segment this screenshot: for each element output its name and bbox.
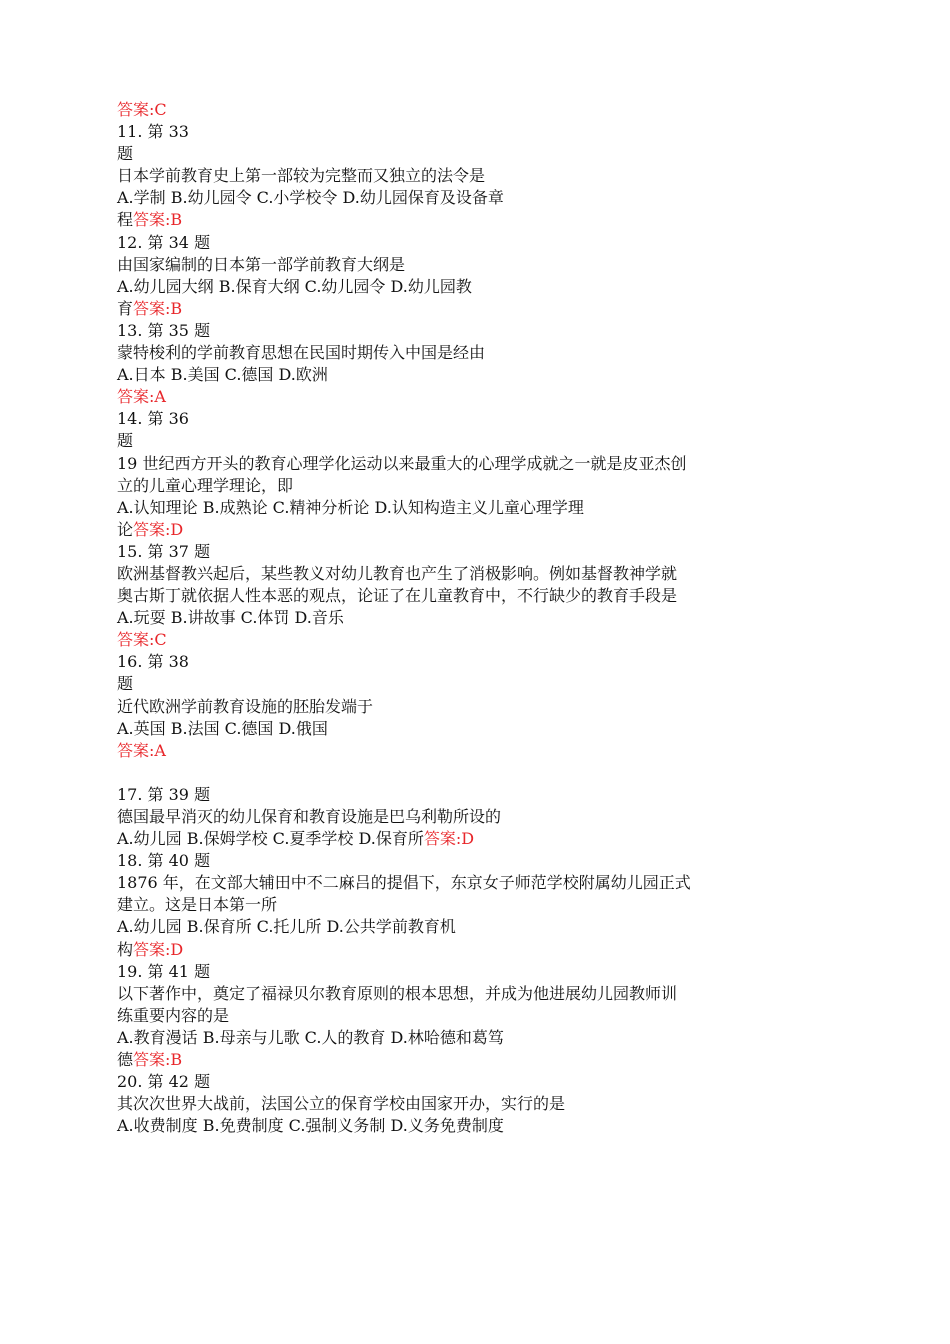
answer-label: 答案:D [133,519,184,539]
answer-label: 答案:B [133,210,183,230]
text-line [117,364,837,386]
line-text: 立的儿童心理学理论，即 [117,475,294,495]
text-line [117,475,837,497]
text-line [117,784,837,806]
line-text: A.认知理论 B.成熟论 C.精神分析论 D.认知构造主义儿童心理学理 [117,497,584,517]
line-text: 12. 第 34 题 [117,232,211,252]
text-line [117,541,837,563]
text-line [117,430,837,452]
line-text: A.日本 B.美国 C.德国 D.欧洲 [117,365,328,385]
text-line [117,939,837,961]
answer-label: 答案:D [423,829,475,849]
text-line [117,453,837,475]
line-text: 欧洲基督教兴起后，某些教义对幼儿教育也产生了消极影响。例如基督教神学就 [117,563,678,583]
line-text: 19. 第 41 题 [117,961,211,981]
text-line [117,850,837,872]
text-line [117,143,837,165]
line-text: 题 [117,431,134,451]
line-text: 构 [117,939,134,959]
text-line [117,563,837,585]
line-text: A.幼儿园 B.保育所 C.托儿所 D.公共学前教育机 [117,917,456,937]
text-line [117,872,837,894]
line-text: 16. 第 38 [117,652,189,672]
answer-label: 答案:B [133,1050,183,1070]
text-line [117,894,837,916]
line-text: 德 [117,1050,134,1070]
line-text: 14. 第 36 [117,409,189,429]
line-text: 13. 第 35 题 [117,320,211,340]
text-line [117,1115,837,1137]
line-text: 蒙特梭利的学前教育思想在民国时期传入中国是经由 [117,343,486,363]
text-line [117,519,837,541]
text-line [117,1093,837,1115]
text-line [117,629,837,651]
line-text: 建立。这是日本第一所 [117,895,278,915]
text-line [117,1071,837,1093]
line-text: 练重要内容的是 [117,1005,230,1025]
text-line [117,254,837,276]
text-line [117,497,837,519]
answer-label: 答案:D [133,939,184,959]
line-text: A.收费制度 B.免费制度 C.强制义务制 D.义务免费制度 [117,1116,504,1136]
line-text: A.英国 B.法国 C.德国 D.俄国 [117,718,328,738]
answer-label: 答案:A [117,740,166,760]
answer-label: 答案:B [133,298,183,318]
text-line [117,607,837,629]
document-page [117,99,837,1137]
line-text: 日本学前教育史上第一部较为完整而又独立的法令是 [117,166,486,186]
text-line [117,828,837,850]
line-text: 近代欧洲学前教育设施的胚胎发端于 [117,696,374,716]
answer-label: 答案:C [117,100,167,119]
text-line [117,806,837,828]
line-text: A.教育漫话 B.母亲与儿歌 C.人的教育 D.林哈德和葛笃 [117,1027,504,1047]
text-line [117,209,837,231]
line-text: 题 [117,144,134,164]
line-text: 11. 第 33 [117,122,189,142]
text-line [117,232,837,254]
line-text: 奥古斯丁就依据人性本恶的观点，论证了在儿童教育中，不行缺少的教育手段是 [117,586,678,606]
answer-label: 答案:A [117,387,166,407]
text-line [117,408,837,430]
text-line [117,121,837,143]
text-line [117,1027,837,1049]
text-line [117,386,837,408]
line-text: A.学制 B.幼儿园令 C.小学校令 D.幼儿园保育及设备章 [117,188,504,208]
line-text: A.幼儿园 B.保姆学校 C.夏季学校 D.保育所 [117,829,424,849]
line-text: 其次次世界大战前，法国公立的保育学校由国家开办，实行的是 [117,1094,566,1114]
text-line [117,585,837,607]
line-text: 德国最早消灭的幼儿保育和教育设施是巴乌利勒所设的 [117,807,502,826]
text-line [117,673,837,695]
text-line [117,187,837,209]
line-text: 程 [117,210,134,230]
text-line [117,983,837,1005]
text-line [117,320,837,342]
line-text: 1876 年，在文部大辅田中不二麻吕的提倡下，东京女子师范学校附属幼儿园正式 [117,873,691,893]
line-text: 以下著作中，奠定了福禄贝尔教育原则的根本思想，并成为他进展幼儿园教师训 [117,983,678,1003]
line-text: A.玩耍 B.讲故事 C.体罚 D.音乐 [117,608,344,628]
blank-line [117,762,837,784]
text-line [117,1049,837,1071]
answer-label: 答案:C [117,630,167,650]
line-text: 育 [117,298,134,318]
text-line [117,651,837,673]
line-text: 15. 第 37 题 [117,541,211,561]
text-line [117,276,837,298]
text-line [117,696,837,718]
line-text: 20. 第 42 题 [117,1072,211,1092]
text-line [117,165,837,187]
text-line [117,342,837,364]
text-line [117,961,837,983]
text-line [117,99,837,121]
text-line [117,740,837,762]
line-text: 18. 第 40 题 [117,851,211,871]
text-line [117,718,837,740]
text-line [117,298,837,320]
line-text: A.幼儿园大纲 B.保育大纲 C.幼儿园令 D.幼儿园教 [117,276,472,296]
line-text: 由国家编制的日本第一部学前教育大纲是 [117,254,406,274]
line-text: 19 世纪西方开头的教育心理学化运动以来最重大的心理学成就之一就是皮亚杰创 [117,453,687,473]
line-text: 论 [117,519,134,539]
line-text: 题 [117,674,134,694]
line-text: 17. 第 39 题 [117,784,211,804]
text-line [117,1005,837,1027]
text-line [117,916,837,938]
